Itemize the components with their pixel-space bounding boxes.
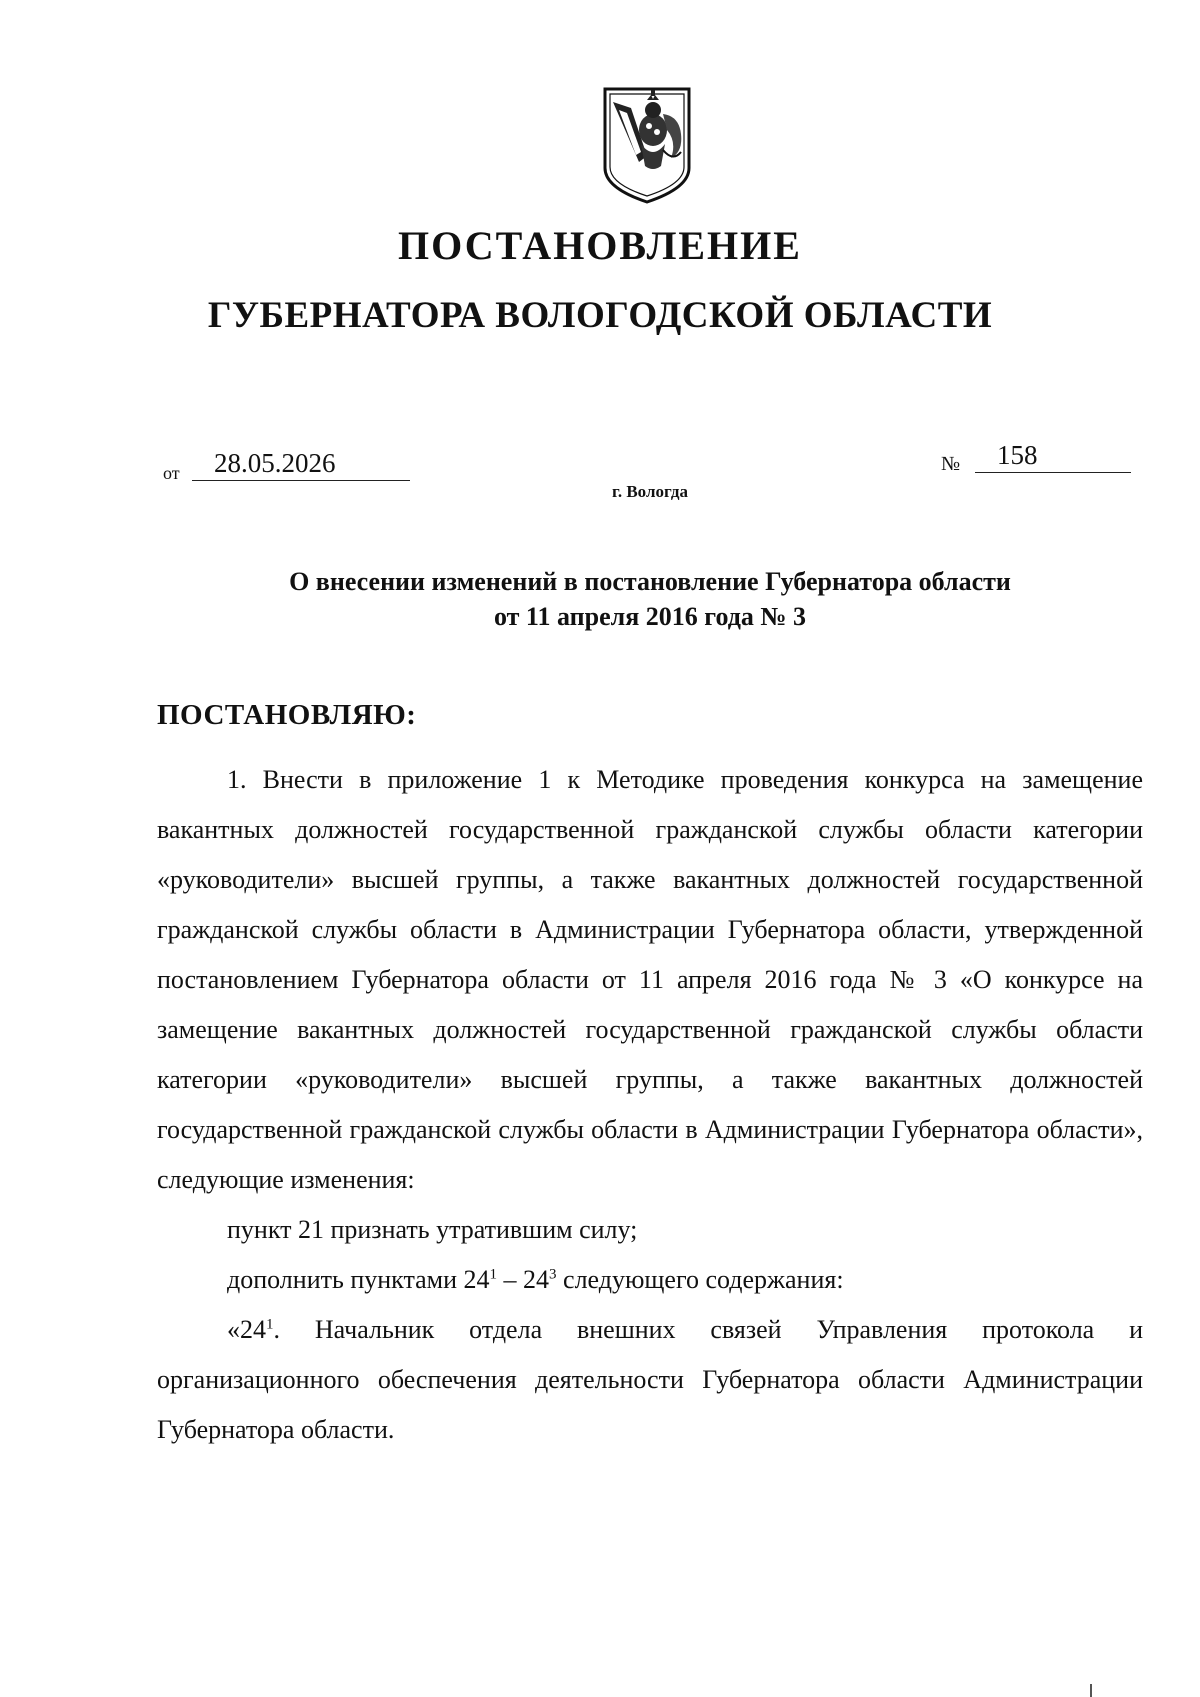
number-label: № — [941, 453, 961, 475]
date-label: от — [163, 463, 180, 483]
superscript-3: 3 — [549, 1266, 557, 1283]
document-subject — [0, 564, 1200, 634]
paragraph-amendment: 1. Внести в приложение 1 к Методике проведения конкурса на замещение вакантных должностей государственной гражданской службы области категории «руководители» высшей группы, а также вакантных должностей государственной гражданской службы области в Администрации Губернатора области, утвержденной постановлением Губернатора области от 11 апреля 2016 года № 3 «О конкурсе на замещение вакантных должностей государственной гражданской службы области категории «руководители» высшей группы, а также вакантных должностей государственной гражданской службы области в Администрации Губернатора области», следующие изменения: — [157, 765, 1143, 1194]
supplement-text-start: дополнить пунктами 24 — [227, 1265, 490, 1294]
subject-line-2: от 11 апреля 2016 года № 3 — [494, 602, 806, 631]
city-label: г. Вологда — [612, 482, 688, 501]
document-title: ПОСТАНОВЛЕНИЕ — [398, 223, 802, 268]
new-item-text: . Начальник отдела внешних связей Управления протокола и организационного обеспечения деятельности Губернатора области Администрации Губернатора области. — [157, 1315, 1143, 1444]
vologda-coat-of-arms-icon — [601, 86, 693, 204]
paragraph-repeal: пункт 21 признать утратившим силу; — [227, 1215, 638, 1244]
document-body — [157, 755, 1143, 1455]
document-subtitle: ГУБЕРНАТОРА ВОЛОГОДСКОЙ ОБЛАСТИ — [207, 295, 993, 336]
new-item-superscript: 1 — [266, 1316, 274, 1333]
supplement-text-end: следующего содержания: — [556, 1265, 844, 1294]
new-item-text-start: «24 — [227, 1315, 266, 1344]
supplement-text-mid: – 24 — [497, 1265, 550, 1294]
document-number: 158 — [975, 438, 1131, 473]
scan-mark — [1090, 1684, 1092, 1697]
subject-line-1: О внесении изменений в постановление Губернатора области — [289, 567, 1011, 596]
decree-heading: ПОСТАНОВЛЯЮ: — [157, 699, 417, 731]
paragraph-new-item — [157, 1305, 1143, 1455]
paragraph-supplement — [157, 1255, 1143, 1305]
superscript-1: 1 — [489, 1266, 498, 1283]
document-date: 28.05.2026 — [192, 446, 410, 481]
